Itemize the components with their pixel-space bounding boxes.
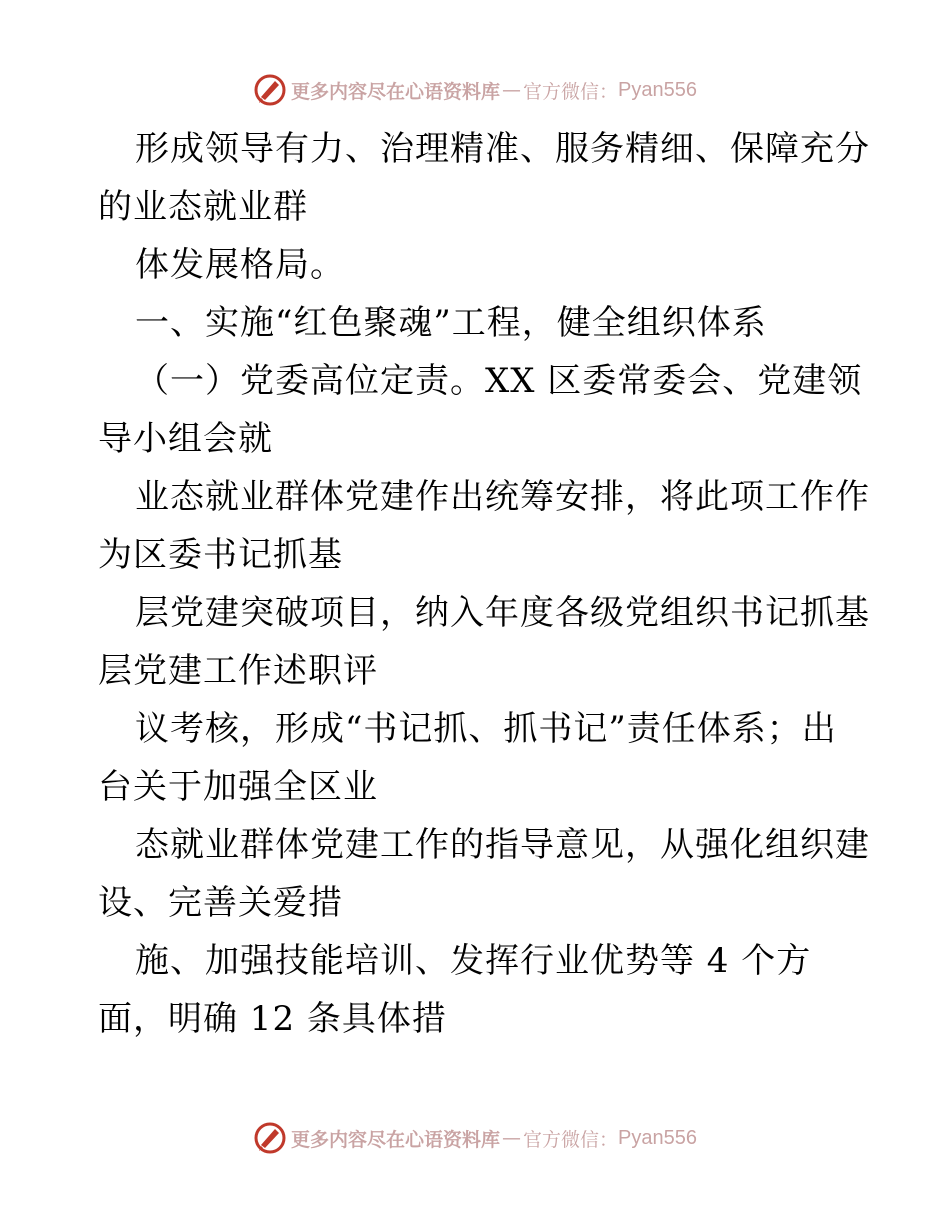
text-line: 施、加强技能培训、发挥行业优势等 4 个方 [135,941,812,981]
footer-wechat-id: Pyan556 [618,1126,697,1149]
logo-icon [253,73,287,107]
text-line: 面，明确 12 条具体措 [98,999,447,1039]
document-body [98,120,870,1048]
header-banner [0,70,950,110]
text-line: 态就业群体党建工作的指导意见，从强化组织建 [135,825,870,865]
logo-icon [253,1121,287,1155]
footer-banner-text: 更多内容尽在心语资料库 [291,1128,501,1151]
text-line: 的业态就业群 [98,187,308,227]
header-wechat-label: 官方微信： [523,80,619,103]
text-line: 台关于加强全区业 [98,767,378,807]
header-wechat-id: Pyan556 [618,78,697,101]
text-line: （一）党委高位定责。XX 区委常委会、党建领 [135,361,863,401]
text-line: 设、完善关爱措 [98,883,343,923]
text-line: 形成领导有力、治理精准、服务精细、保障充分 [135,129,870,169]
text-line: 导小组会就 [98,419,273,459]
text-line: 议考核，形成“书记抓、抓书记”责任体系；出 [135,709,837,749]
text-line: 为区委书记抓基 [98,535,343,575]
text-line: 层党建工作述职评 [98,651,378,691]
text-line: 体发展格局。 [135,245,345,285]
footer-banner-separator: — [502,1127,522,1149]
text-line: 层党建突破项目，纳入年度各级党组织书记抓基 [135,593,870,633]
footer-wechat-label: 官方微信： [523,1128,619,1151]
text-line: 业态就业群体党建作出统筹安排，将此项工作作 [135,477,870,517]
section-heading: 一、实施“红色聚魂”工程，健全组织体系 [135,303,767,343]
footer-banner [0,1118,950,1158]
header-banner-separator: — [502,79,522,101]
header-banner-text: 更多内容尽在心语资料库 [291,80,501,103]
